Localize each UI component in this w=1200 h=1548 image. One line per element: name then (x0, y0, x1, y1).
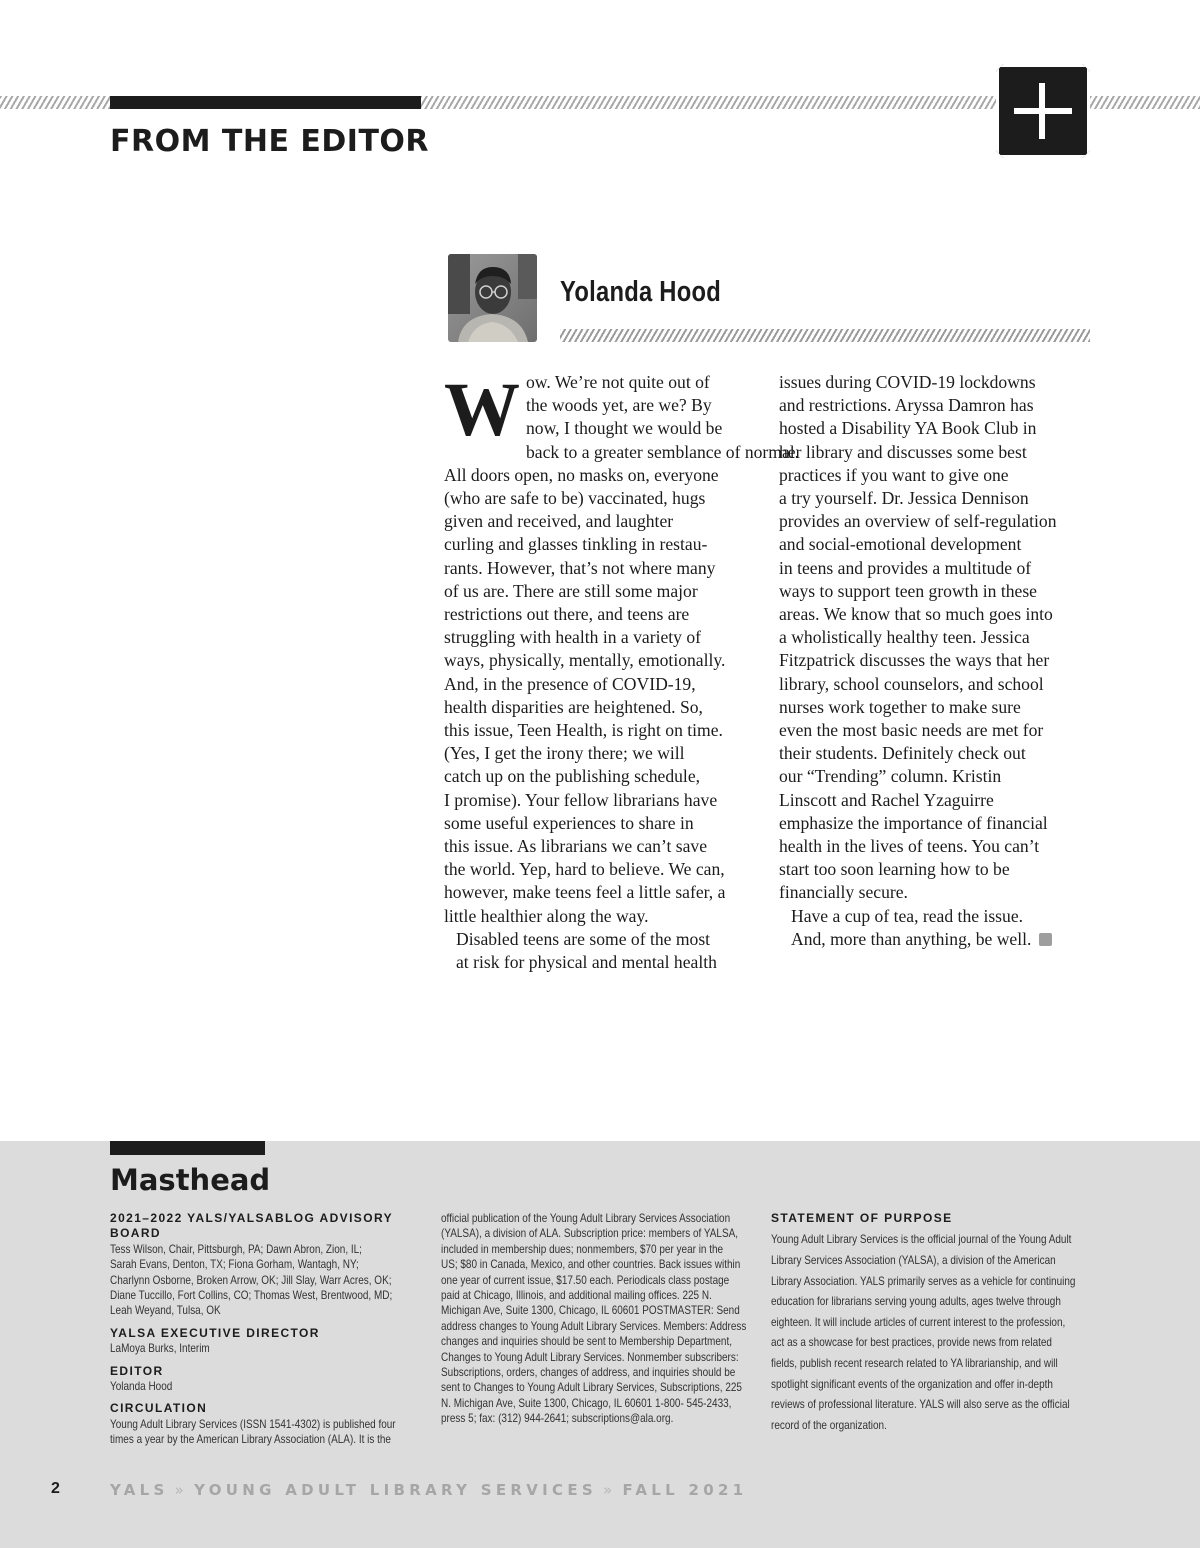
text-line: our “Trending” column. Kristin (779, 766, 1002, 787)
text-line: ways to support teen growth in these (779, 580, 1037, 601)
text-line: ow. We’re not quite out of (526, 372, 710, 392)
text-line: act as a showcase for best practices, provide news from related (771, 1336, 1052, 1350)
text-line: now, I thought we would be (526, 418, 723, 439)
text-line: this issue. As librarians we can’t save (444, 836, 708, 857)
text-line: I promise). Your fellow librarians have (444, 789, 718, 810)
publication-abbrev: YALS (110, 1481, 169, 1499)
author-stripe (560, 329, 1090, 342)
text-line: this issue, Teen Health, is right on time. (444, 720, 723, 741)
text-line: Tess Wilson, Chair, Pittsburgh, PA; Dawn Abron, Zion, IL; (110, 1242, 362, 1256)
text-line: her library and discusses some best (779, 441, 1027, 462)
text-line: the world. Yep, hard to believe. We can, (444, 859, 725, 880)
text-line: reviews of professional literature. YALS will also serve as the official (771, 1398, 1070, 1412)
text-line: start too soon learning how to be (779, 859, 1010, 880)
text-line: issues during COVID-19 lockdowns (779, 372, 1036, 392)
text-line: (who are safe to be) vaccinated, hugs (444, 488, 706, 509)
separator-1: » (174, 1481, 189, 1499)
text-line: included in membership dues; nonmembers, $70 per year in the (441, 1242, 724, 1256)
text-line: even the most basic needs are met for (779, 720, 1044, 741)
text-line: rants. However, that’s not where many (444, 557, 716, 578)
text-line: eighteen. It will include articles of current interest to the profession, (771, 1315, 1066, 1329)
author-block (448, 254, 1090, 344)
masthead-column-2 (441, 1211, 761, 1427)
text-line: ways, physically, mentally, emotionally. (444, 650, 726, 671)
text-line: catch up on the publishing schedule, (444, 766, 701, 787)
drop-cap: W (444, 368, 520, 452)
text-line: emphasize the importance of financial (779, 812, 1048, 833)
section-bar (110, 96, 421, 109)
director-name: LaMoya Burks, Interim (110, 1342, 210, 1356)
text-line: some useful experiences to share in (444, 812, 694, 833)
advisory-board-list (110, 1242, 430, 1319)
text-line: a wholistically healthy teen. Jessica (779, 627, 1030, 648)
text-line: Leah Weyand, Tulsa, OK (110, 1304, 221, 1318)
text-line: curling and glasses tinkling in restau- (444, 534, 708, 555)
text-line: Young Adult Library Services is the official journal of the Young Adult (771, 1233, 1072, 1247)
end-of-article-icon (1039, 933, 1052, 946)
editor-heading: EDITOR (110, 1363, 164, 1378)
text-line: back to a greater semblance of normal. (526, 441, 800, 462)
subscription-text (441, 1211, 761, 1427)
text-line: Sarah Evans, Denton, TX; Fiona Gorham, Wantagh, NY; (110, 1258, 359, 1272)
circulation-heading: CIRCULATION (110, 1401, 208, 1416)
advisory-board-heading: 2021–2022 YALS/YALSABLOG ADVISORY BOARD (110, 1211, 393, 1241)
text-line: N. Michigan Ave, Suite 1300, Chicago, IL 60601 1-800- 545-2433, (441, 1396, 732, 1410)
text-line: of us are. There are still some major (444, 580, 698, 601)
running-footer (110, 1481, 747, 1499)
page-number: 2 (51, 1480, 60, 1497)
paragraph (779, 905, 1094, 951)
text-line: health in the lives of teens. You can’t (779, 836, 1040, 857)
text-line: one year of current issue, $17.50 each. Periodicals class postage (441, 1273, 730, 1287)
publication-full-name: YOUNG ADULT LIBRARY SERVICES (194, 1481, 598, 1499)
text-line: Linscott and Rachel Yzaguirre (779, 789, 994, 810)
text-line: Disabled teens are some of the most (456, 928, 711, 949)
text-line: practices if you want to give one (779, 464, 1009, 485)
text-line: hosted a Disability YA Book Club in (779, 418, 1037, 439)
text-line: And, more than anything, be well. (779, 928, 1094, 951)
text-line: Have a cup of tea, read the issue. (791, 905, 1024, 926)
text-line: Charlynn Osborne, Broken Arrow, OK; Jill Slay, Warr Acres, OK; (110, 1273, 392, 1287)
text-line: address changes to Young Adult Library Services. Members: Address (441, 1319, 747, 1333)
author-portrait-image (448, 254, 537, 342)
text-line: (Yes, I get the irony there; we will (444, 743, 685, 764)
paragraph (444, 928, 759, 974)
text-line: Subscriptions, orders, changes of address, and inquiries should be (441, 1366, 736, 1380)
text-line: spotlight significant events of the organization and offer in-depth (771, 1377, 1053, 1391)
text-line: education for librarians serving young adults, ages twelve through (771, 1295, 1061, 1309)
issue-label: FALL 2021 (622, 1481, 748, 1499)
paragraph (444, 368, 800, 928)
text-line: areas. We know that so much goes into (779, 604, 1053, 625)
article-column-right (779, 371, 1094, 951)
text-line: official publication of the Young Adult Library Services Association (441, 1212, 731, 1225)
paragraph (779, 371, 1094, 905)
text-line: in teens and provides a multitude of (779, 557, 1032, 578)
text-line: a try yourself. Dr. Jessica Dennison (779, 488, 1029, 509)
text-line: changes and inquiries should be sent to Membership Department, (441, 1335, 732, 1349)
director-heading: YALSA EXECUTIVE DIRECTOR (110, 1325, 320, 1340)
text-line: (YALSA), a division of ALA. Subscription price: members of YALSA, (441, 1227, 739, 1241)
text-line: Library Services Association (YALSA), a division of the American (771, 1254, 1056, 1267)
circulation-text (110, 1417, 430, 1448)
masthead-bar (110, 1141, 265, 1155)
text-line: And, in the presence of COVID-19, (444, 673, 696, 694)
text-line: Michigan Ave, Suite 1300, Chicago, IL 60601 POSTMASTER: Send (441, 1304, 740, 1318)
text-line: financially secure. (779, 882, 908, 903)
text-line: little healthier along the way. (444, 905, 649, 926)
editor-name: Yolanda Hood (110, 1380, 173, 1394)
purpose-text (771, 1230, 1091, 1436)
separator-2: » (603, 1481, 617, 1499)
text-line: and restrictions. Aryssa Damron has (779, 395, 1034, 416)
plus-icon (996, 64, 1090, 158)
article-column-left (444, 368, 800, 974)
text-line: sent to Changes to Young Adult Library Services, Subscriptions, 225 (441, 1381, 742, 1395)
text-line: the woods yet, are we? By (526, 395, 712, 416)
masthead-column-1 (110, 1211, 430, 1448)
text-line: at risk for physical and mental health (456, 952, 717, 973)
text-line: press 5; fax: (312) 944-2641; subscriptions@ala.org. (441, 1412, 674, 1426)
text-line: fields, publish recent research related to YA librarianship, and will (771, 1356, 1058, 1370)
text-line: Library Association. YALS primarily serves as a vehicle for continuing (771, 1274, 1076, 1288)
section-title: FROM THE EDITOR (110, 124, 430, 159)
text-line: All doors open, no masks on, everyone (444, 464, 719, 485)
text-line: struggling with health in a variety of (444, 627, 702, 648)
page-footer (0, 1480, 1200, 1504)
text-line: Changes to Young Adult Library Services. Nonmember subscribers: (441, 1350, 739, 1364)
text-line: nurses work together to make sure (779, 696, 1021, 717)
text-line: provides an overview of self-regulation (779, 511, 1057, 532)
masthead-column-3 (771, 1211, 1091, 1436)
author-portrait (448, 254, 537, 342)
author-name: Yolanda Hood (560, 276, 722, 308)
text-line: health disparities are heightened. So, (444, 696, 703, 717)
header-stripe-left (0, 96, 110, 109)
text-line: Fitzpatrick discusses the ways that her (779, 650, 1050, 671)
text-line: library, school counselors, and school (779, 673, 1044, 694)
text-line: restrictions out there, and teens are (444, 604, 690, 625)
masthead-title: Masthead (110, 1163, 271, 1197)
text-line: Diane Tuccillo, Fort Collins, CO; Thomas West, Brentwood, MD; (110, 1289, 393, 1303)
text-line: however, make teens feel a little safer, a (444, 882, 726, 903)
text-line: paid at Chicago, Illinois, and additional mailing offices. 225 N. (441, 1289, 712, 1303)
text-line: times a year by the American Library Association (ALA). It is the (110, 1433, 391, 1447)
text-line: their students. Definitely check out (779, 743, 1026, 764)
text-line: given and received, and laughter (444, 511, 674, 532)
text-line: Young Adult Library Services (ISSN 1541-4302) is published four (110, 1417, 396, 1431)
text-line: US; $80 in Canada, Mexico, and other countries. Back issues within (441, 1258, 741, 1272)
purpose-heading: STATEMENT OF PURPOSE (771, 1211, 953, 1225)
text-line: record of the organization. (771, 1418, 887, 1432)
text-line: and social-emotional development (779, 534, 1022, 555)
plus-icon-glyph (999, 67, 1087, 155)
